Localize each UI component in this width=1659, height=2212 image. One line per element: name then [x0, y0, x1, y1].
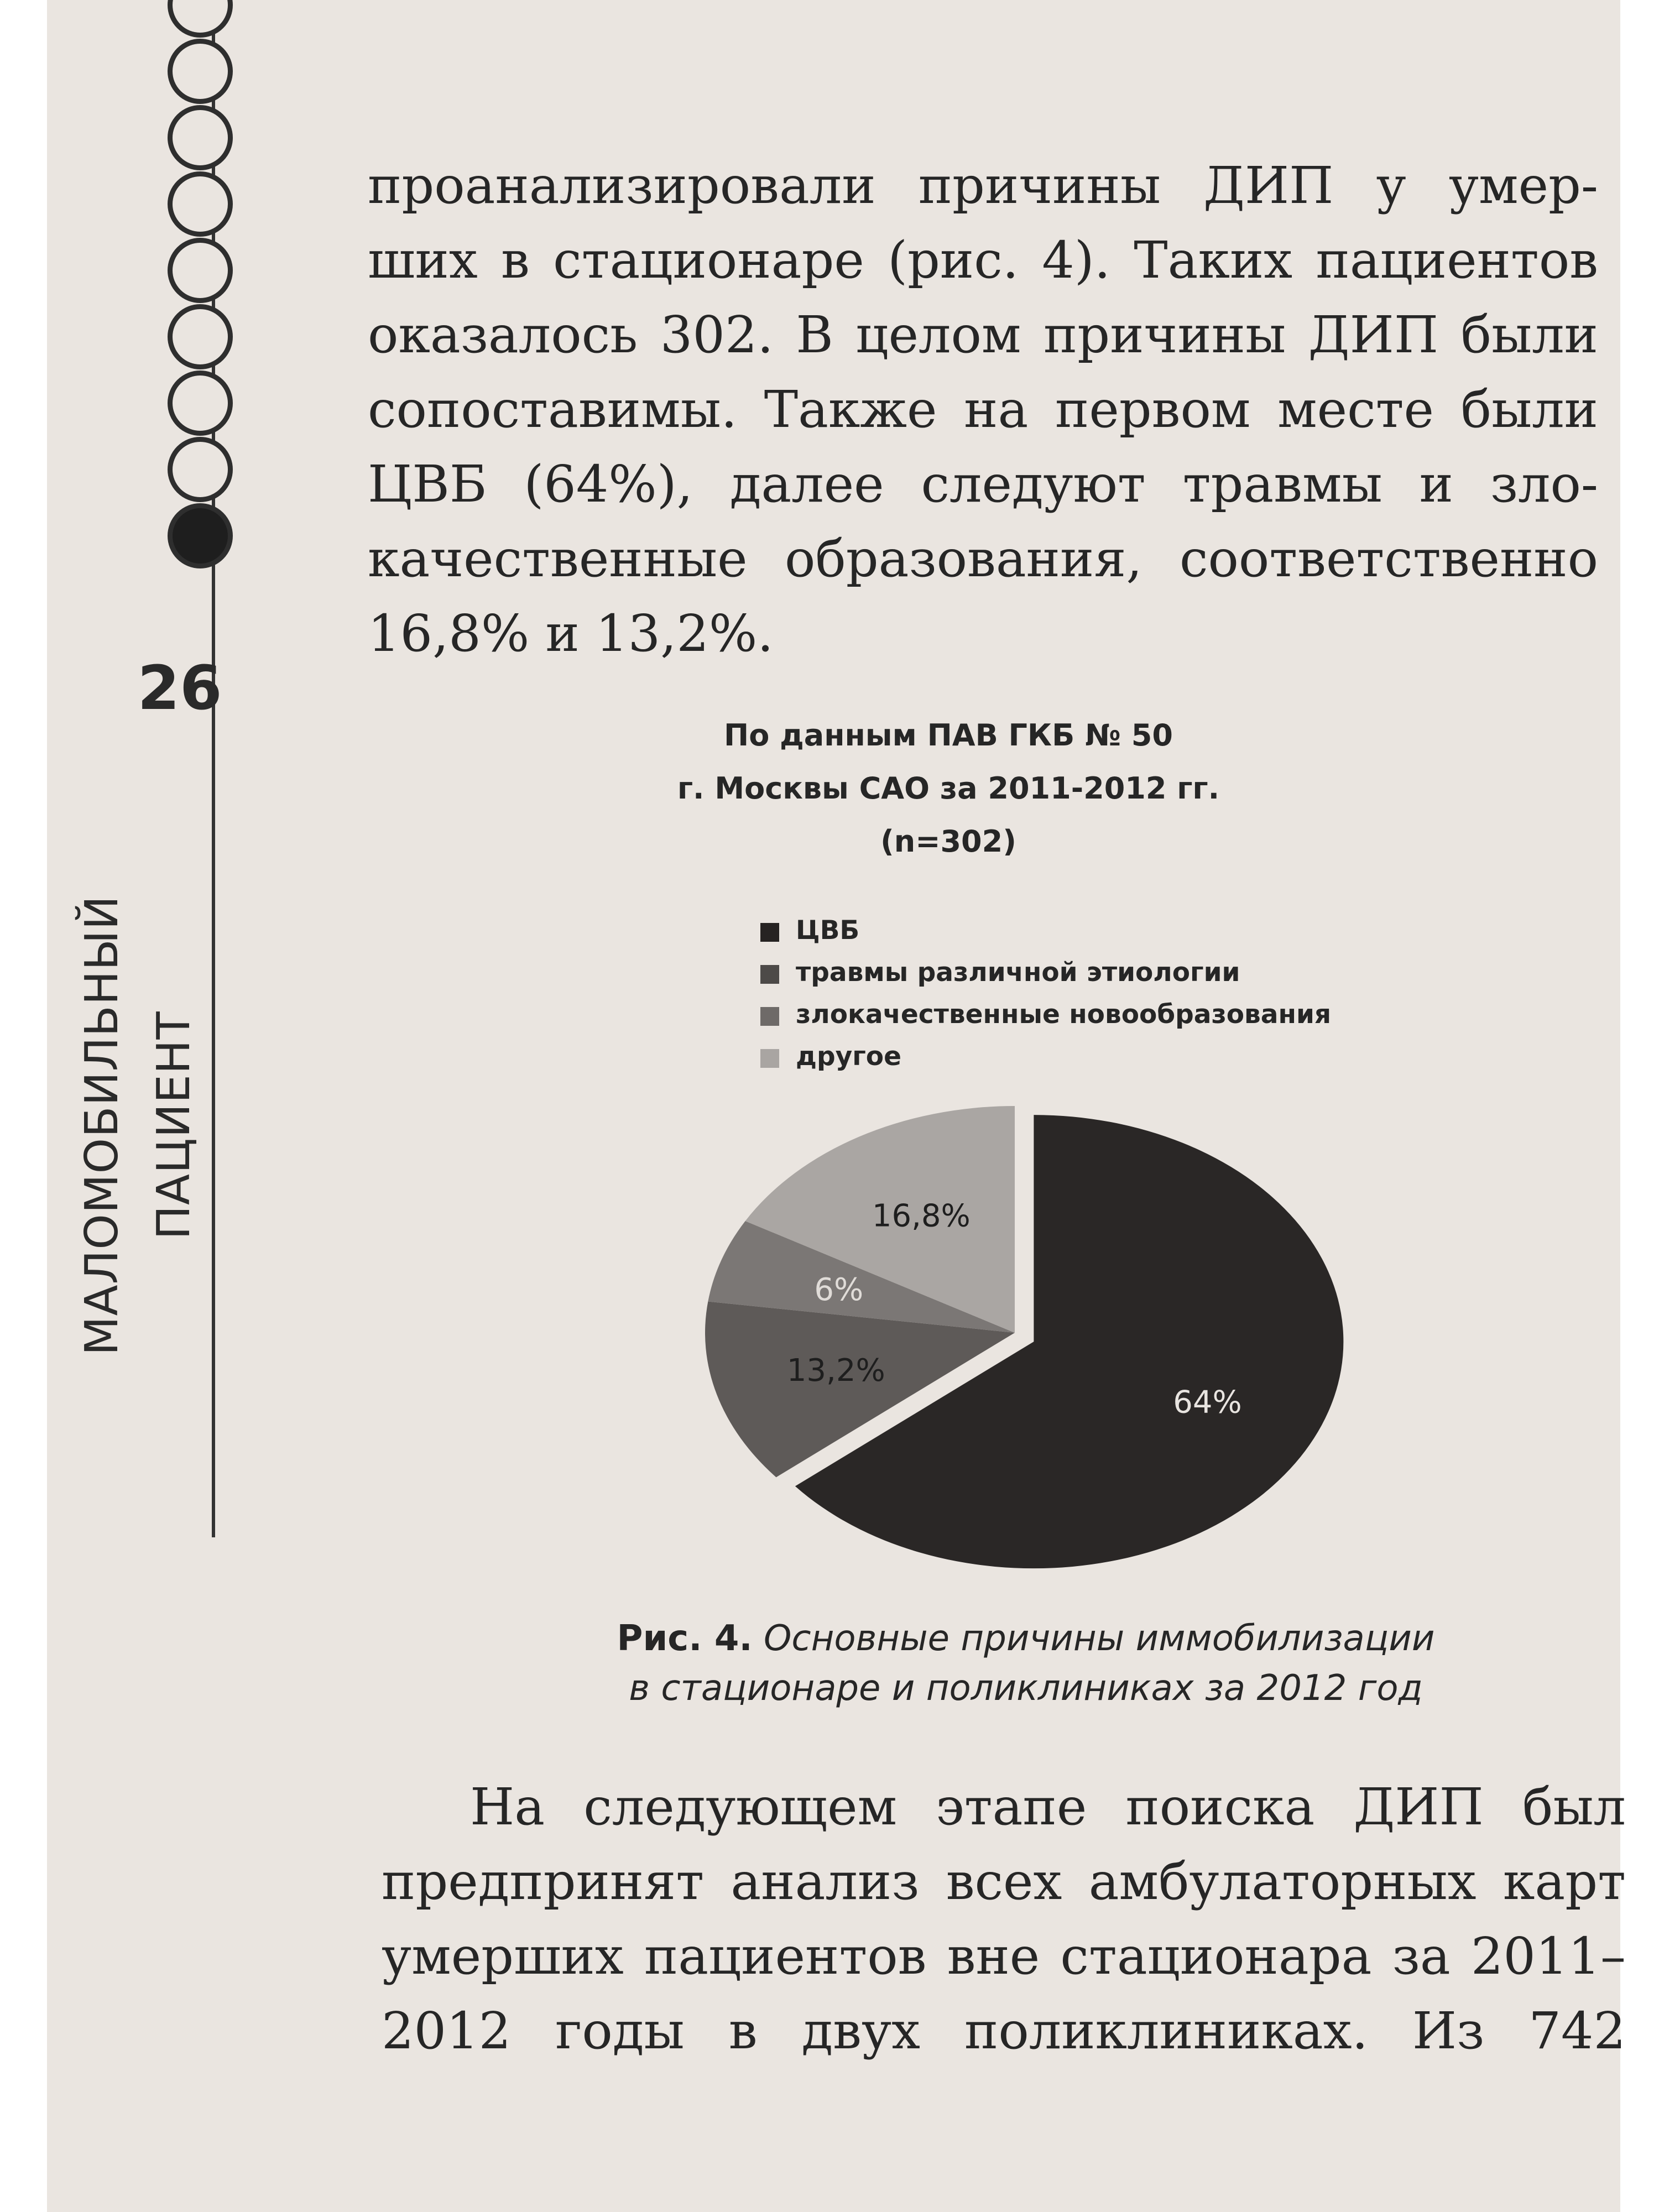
- paragraph-2: [382, 1770, 1626, 2068]
- legend-swatch: [760, 1049, 779, 1068]
- figure-caption: [500, 1614, 1551, 1713]
- legend-label: другое: [796, 1041, 901, 1072]
- text-line: сопоставимы. Также на первом месте были: [368, 380, 1598, 439]
- legend-label: ЦВБ: [796, 915, 860, 946]
- margin-ring-filled: [168, 503, 233, 568]
- legend-label: травмы различной этиологии: [796, 957, 1240, 988]
- slice-label: 6%: [814, 1272, 864, 1308]
- chart-title-line: По данным ПАВ ГКБ № 50: [724, 718, 1173, 753]
- margin-ring: [168, 105, 233, 170]
- legend-item: [760, 910, 1331, 952]
- running-head: МАЛОМОБИЛЬНЫЙ ПАЦИЕНТ: [76, 895, 200, 1356]
- text-line: умерших пациентов вне стационара за 2011–: [382, 1927, 1626, 1986]
- chart-title-line: (n=302): [880, 824, 1016, 859]
- margin-ring: [168, 437, 233, 502]
- legend-label: злокачественные новообразования: [796, 999, 1332, 1030]
- chart-title-line: г. Москвы САО за 2011-2012 гг.: [677, 771, 1220, 806]
- legend-swatch: [760, 965, 779, 984]
- margin-ring: [168, 304, 233, 369]
- text-line: 16,8% и 13,2%.: [368, 604, 774, 663]
- slice-label: 13,2%: [786, 1353, 885, 1389]
- legend-swatch: [760, 923, 779, 942]
- text-line: качественные образования, соответственно: [368, 529, 1598, 588]
- margin-ring: [168, 171, 233, 237]
- text-line: ЦВБ (64%), далее следуют травмы и зло-: [368, 455, 1598, 514]
- margin-ring: [168, 0, 233, 38]
- margin-ring: [168, 371, 233, 436]
- legend-item: [760, 952, 1331, 994]
- legend-swatch: [760, 1007, 779, 1026]
- text-line: ших в стационаре (рис. 4). Таких пациентов: [368, 231, 1598, 290]
- text-line: оказалось 302. В целом причины ДИП были: [368, 305, 1598, 364]
- paragraph-1: [368, 148, 1598, 671]
- text-line: предпринят анализ всех амбулаторных карт: [382, 1852, 1626, 1911]
- margin-ring: [168, 238, 233, 303]
- text-line: 2012 годы в двух поликлиниках. Из 742: [382, 2001, 1626, 2060]
- margin-ring: [168, 39, 233, 104]
- caption-text: в стационаре и поликлиниках за 2012 год: [629, 1668, 1423, 1709]
- text-line: проанализировали причины ДИП у умер-: [368, 156, 1598, 215]
- chart-legend: [760, 910, 1331, 1078]
- slice-label: 64%: [1173, 1384, 1242, 1421]
- chart-title: [600, 709, 1297, 868]
- text-line: На следующем этапе поиска ДИП был: [470, 1777, 1626, 1837]
- legend-item: [760, 994, 1331, 1036]
- book-page: [47, 0, 1626, 2212]
- caption-label: Рис. 4.: [617, 1618, 753, 1659]
- caption-text: Основные причины иммобилизации: [764, 1618, 1435, 1659]
- slice-label: 16,8%: [872, 1198, 971, 1234]
- page-number: 26: [137, 653, 222, 723]
- pie-chart: [688, 1067, 1352, 1593]
